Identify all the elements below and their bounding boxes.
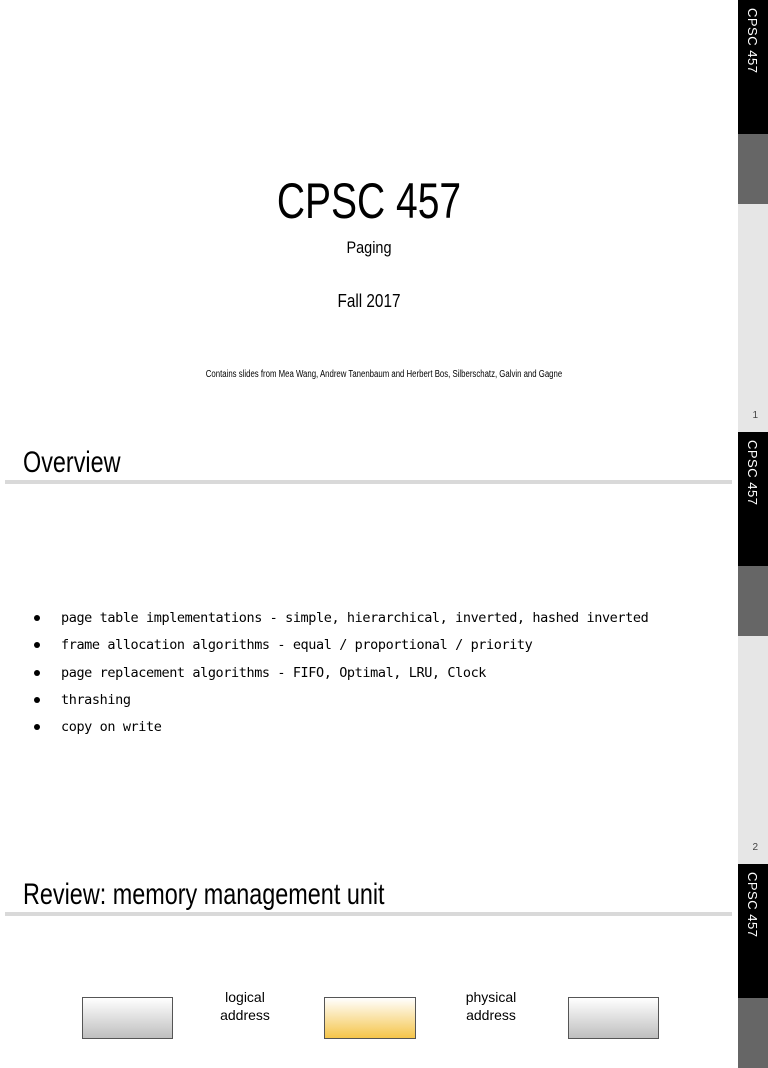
sidebar-black-band [738, 0, 768, 134]
bullet-icon [34, 670, 40, 676]
slide-subtitle: Paging [346, 238, 392, 257]
list-item-text: frame allocation algorithms - equal / proportional / priority [61, 637, 533, 654]
sidebar-black-band [738, 432, 768, 566]
list-item [34, 690, 648, 717]
bullet-icon [34, 642, 40, 648]
slide-heading: Review: memory management unit [23, 878, 385, 911]
heading-rule [5, 912, 732, 916]
bullet-icon [34, 615, 40, 621]
sidebar-label: CPSC 457 [745, 440, 760, 506]
logical-address-label: logical address [220, 989, 270, 1023]
sidebar-dark-band [738, 998, 768, 1068]
list-item [34, 608, 648, 635]
physical-address-label: physical address [465, 989, 517, 1023]
slide-1 [0, 0, 768, 432]
list-item-text: thrashing [61, 691, 131, 708]
slide-sidebar [738, 432, 768, 864]
sidebar-dark-band [738, 134, 768, 204]
cpu-box [82, 997, 173, 1039]
slide-heading: Overview [23, 446, 121, 479]
slide-3 [0, 864, 768, 1024]
slide-2 [0, 432, 768, 864]
bullet-icon [34, 724, 40, 730]
mmu-box [324, 997, 416, 1039]
sidebar-label: CPSC 457 [745, 872, 760, 938]
slide-term: Fall 2017 [337, 291, 401, 311]
list-item-text: page table implementations - simple, hierarchical, inverted, hashed inverted [61, 610, 649, 626]
heading-rule [5, 480, 732, 484]
sidebar-black-band [738, 864, 768, 998]
slide-credits: Contains slides from Mea Wang, Andrew Tanenbaum and Herbert Bos, Silberschatz, Galvin and Gagne [205, 369, 563, 380]
bullet-list [34, 608, 648, 744]
list-item [34, 717, 648, 744]
slide-sidebar [738, 864, 768, 1024]
list-item-text: page replacement algorithms - FIFO, Optimal, LRU, Clock [61, 664, 487, 681]
page-number: 1 [752, 410, 758, 421]
list-item-text: copy on write [61, 719, 162, 736]
list-item [34, 663, 648, 690]
memory-box [568, 997, 659, 1039]
slide-sidebar [738, 0, 768, 432]
bullet-icon [34, 697, 40, 703]
list-item [34, 635, 648, 662]
slide-title: CPSC 457 [276, 173, 462, 229]
sidebar-dark-band [738, 566, 768, 636]
page-number: 2 [752, 842, 758, 853]
sidebar-label: CPSC 457 [745, 8, 760, 74]
